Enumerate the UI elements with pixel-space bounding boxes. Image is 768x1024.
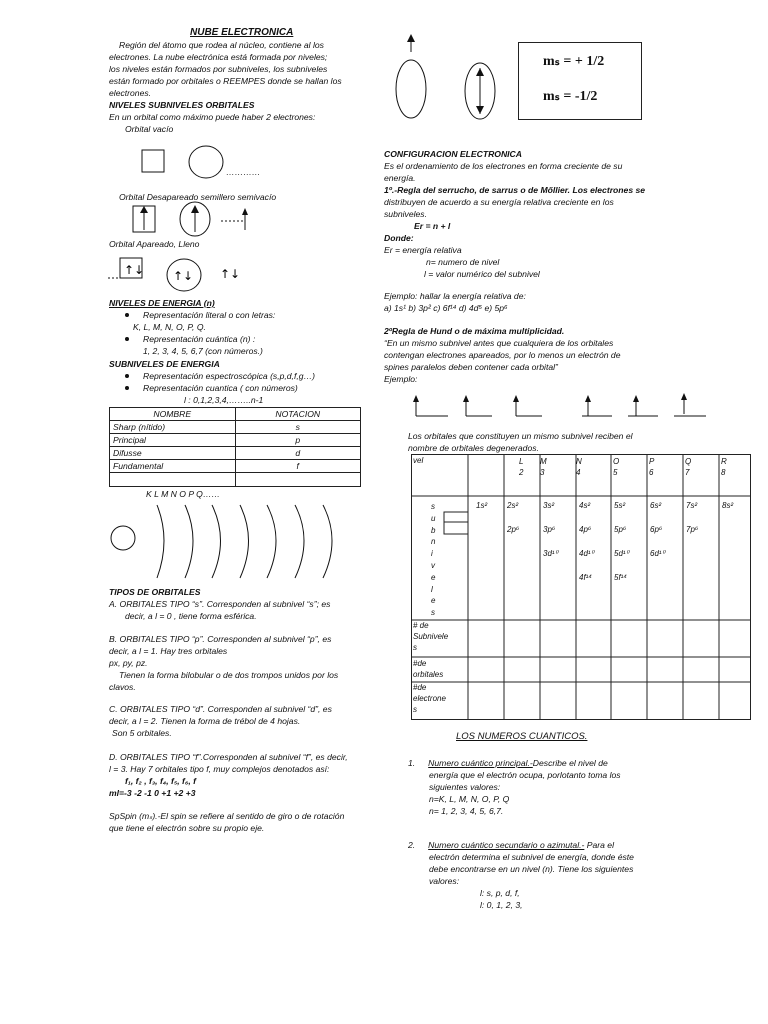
grid-cell: 1s² [476,501,488,510]
grid-cell: 2p⁶ [507,525,520,534]
list-item: K, L, M, N, O, P, Q. [133,322,206,332]
text-line: Describe el nivel de [532,758,608,768]
text-line: subniveles. [384,209,427,219]
grid-cell: 3p⁶ [543,525,556,534]
grid-header-cell: O 5 [613,457,620,477]
text-line: decir, a l = 1. Hay tres orbitales [109,646,228,656]
text-line: decir, a l = 2. Tienen la forma de trébol de 4 hojas. [109,716,301,726]
text-line: A. ORBITALES TIPO “s”. Corresponden al subnivel “s”; es [109,599,331,609]
text-line: f₁, f₂ , f₃, f₄, f₅, f₆, f [125,776,196,786]
grid-lines [411,454,751,720]
list-number: 2. [408,840,416,850]
orbital-apareado-label: Orbital Apareado, Lleno [109,239,200,249]
grid-cell: 8s² [722,501,734,510]
tipos-title: TIPOS DE ORBITALES [109,587,201,597]
subniveles-title: SUBNIVELES DE ENERGIA [109,359,220,369]
ms-box [518,42,642,120]
grid-cell: 3d¹⁰ [543,549,558,558]
grid-cell: 3s² [543,501,555,510]
text-line: distribuyen de acuerdo a su energía relativa creciente en los [384,197,614,207]
text-line: n=K, L, M, N, O, P, Q [429,794,510,804]
section-title-nube: NUBE ELECTRONICA [190,27,294,38]
half-filled-orbital-drawing [125,200,275,240]
grid-side-label: s u b n i v e l e s [431,502,436,618]
table-row [110,447,361,460]
grid-header-cell: P 6 [649,457,655,477]
tipo-p-block [109,633,338,693]
spin-block [109,810,344,834]
dots: ………… [226,167,261,177]
grid-header-cell: Q 7 [685,457,692,477]
intro-line: electrones. [109,88,152,98]
text-line: Es el ordenamiento de los electrones en forma creciente de su [384,161,623,171]
table-cell: p [235,434,361,447]
table-cell: d [235,447,361,460]
orbital-desapareado-label: Orbital Desapareado semillero semivacío [119,192,277,202]
ms-plus: mₛ = + 1/2 [543,54,605,69]
intro-line: los niveles están formados por subniveles, los subniveles [109,64,328,74]
text-line: energía. [384,173,416,183]
bullet-icon [125,386,129,390]
ms-minus: mₛ = -1/2 [543,89,598,104]
table-cell: Principal [110,434,236,447]
text-line: siguientes valores: [429,782,501,792]
text-line: “En un mismo subnivel antes que cualquiera de los orbitales [384,338,614,348]
text-line: Son 5 orbitales. [112,728,172,738]
list-number: 1. [408,758,416,768]
full-orbital-drawing [108,250,258,295]
grid-header-cell: vel [413,456,424,465]
text-line: C. ORBITALES TIPO “d”. Corresponden al subnivel “d”, es [109,704,332,714]
list-item: 1, 2, 3, 4, 5, 6,7 (con números.) [143,346,263,356]
shell-letters: K L M N O P Q…… [146,489,221,499]
table-cell: Sharp (nítido) [110,421,236,434]
grid-cell: 6s² [650,501,662,510]
spin-ellipses [390,32,500,127]
grid-cell: 4s² [579,501,591,510]
grid-row-label: #de orbitales [413,659,444,679]
table-row [110,460,361,473]
empty-circle-icon [189,146,223,178]
table-row [110,473,361,487]
grid-cell: 7s² [686,501,698,510]
grid-header-cell: L 2 [519,457,524,477]
table-cell [235,473,361,487]
niveles-list [109,309,275,357]
text-line: ml=-3 -2 -1 0 +1 +2 +3 [109,788,196,798]
grid-cell: 4d¹⁰ [579,549,594,558]
grid-cell: 5s² [614,501,626,510]
levels-grid [411,454,751,720]
grid-cell: 6d¹⁰ [650,549,665,558]
table-cell: Fundamental [110,460,236,473]
svg-text:↑↓: ↑↓ [124,263,145,277]
svg-text:↑↓: ↑↓ [220,267,241,281]
intro-line: Región del átomo que rodea al núcleo, contiene al los [119,40,324,50]
text-line: nombre de orbitales degenerados. [408,443,539,453]
intro-line: electrones. La nube electrónica está formada por niveles; [109,52,328,62]
text-line: electrón determina el subnivel de energía, donde éste [429,852,634,862]
niveles-title: NIVELES DE ENERGIA (n) [109,298,215,308]
nucleus-icon [111,526,135,550]
qn2-term: Numero cuántico secundario o azimutal.- [428,840,585,850]
table-cell: f [235,460,361,473]
grid-header-cell: M 3 [540,457,547,477]
hund-title: 2ºRegla de Hund o de máxima multiplicidad. [384,326,565,336]
list-item: Representación literal o con letras: [143,310,276,320]
notation-table [109,407,361,487]
tipo-f-block [109,751,348,799]
text-line: Ejemplo: [384,374,418,384]
text-line: l = valor numérico del subnivel [424,269,540,279]
grid-row-label: # de Subnivele s [413,621,449,652]
text-line: valores: [429,876,460,886]
list-item: Representación espectroscópica (s,p,d,f,g…) [143,371,315,381]
table-cell [110,473,236,487]
config-block [384,160,645,314]
subniveles-list [109,370,315,406]
text-line: spines paralelos deben contener cada orbital” [384,362,558,372]
qn2-block [408,839,634,911]
grid-row-label: #de electrone s [413,683,446,714]
shells-diagram [105,500,365,585]
text-line: a) 1s¹ b) 3p² c) 6f¹⁴ d) 4d⁵ e) 5p⁶ [384,303,508,313]
tipo-s-block [109,598,330,622]
grid-cell: 2s² [507,501,519,510]
empty-box-icon [142,150,164,172]
grid-cell: 4p⁶ [579,525,592,534]
grid-cell: 7p⁶ [686,525,699,534]
text-line: l = 3. Hay 7 orbitales tipo f, muy complejos denotados así: [109,764,330,774]
qn-title: LOS NUMEROS CUANTICOS. [456,731,588,742]
orbital-vacio-label: Orbital vacío [125,124,174,134]
config-title: CONFIGURACION ELECTRONICA [384,149,522,159]
header-row: NIVELES SUBNIVELES ORBITALES [109,100,255,110]
table-cell: s [235,421,361,434]
formula: Er = n + l [414,221,451,231]
text-line: Tienen la forma bilobular o de dos trompos unidos por los [119,670,339,680]
text-line: Los orbitales que constituyen un mismo subnivel reciben el [408,431,633,441]
bullet-icon [125,374,129,378]
intro-line: están formado por orbitales o REEMPES donde se hallan los [109,76,342,86]
text-line: que tiene el electrón sobre su propio eje. [109,823,265,833]
text-line: n= numero de nivel [426,257,500,267]
grid-header-cell: R 8 [721,457,727,477]
degenerados-block [408,430,633,454]
grid-cell: 4f¹⁴ [579,573,592,582]
hund-block [384,337,621,385]
text-line: l: s, p, d, f, [480,888,520,898]
text-line: Ejemplo: hallar la energía relativa de: [384,291,526,301]
table-row [110,421,361,434]
text-line: 1º.-Regla del serrucho, de sarrus o de Mőllier. Los electrones se [384,185,646,195]
hund-example-arrows [400,392,720,422]
bullet-icon [125,313,129,317]
tipo-d-block [109,703,332,739]
text-line: SpSpin (mₛ).-El spin se refiere al sentido de giro o de rotación [109,811,345,821]
grid-cell: 5p⁶ [614,525,627,534]
text-line: B. ORBITALES TIPO “p”. Corresponden al subnivel “p”, es [109,634,332,644]
table-header-cell: NOMBRE [110,408,236,421]
empty-orbital-drawing [130,140,270,185]
text-line: n= 1, 2, 3, 4, 5, 6,7. [429,806,504,816]
text-line: clavos. [109,682,136,692]
table-row [110,434,361,447]
svg-text:↑↓: ↑↓ [173,269,194,283]
grid-cell: 5f¹⁴ [614,573,627,582]
qn1-term: Numero cuántico principal.- [428,758,533,768]
grid-cell: 6p⁶ [650,525,663,534]
text-line: contengan electrones apareados, por lo menos un electrón de [384,350,621,360]
bullet-icon [125,337,129,341]
max-electrons-line: En un orbital como máximo puede haber 2 electrones: [109,112,316,122]
text-line: px, py, pz. [109,658,148,668]
list-item: Representación cuántica (n) : [143,334,256,344]
table-header-cell: NOTACION [235,408,361,421]
text-line: debe encontrarse en un nivel (n). Tiene los siguientes [429,864,634,874]
table-cell: Difusse [110,447,236,460]
intro-paragraph [109,39,342,135]
text-line: decir, a l = 0 , tiene forma esférica. [125,611,257,621]
text-line: D. ORBITALES TIPO “f”.Corresponden al subnivel “f”, es decir, [109,752,348,762]
qn1-block [408,757,621,817]
text-line: Er = energía relativa [384,245,462,255]
text-line: energía que el electrón ocupa, porlotanto toma los [429,770,621,780]
text-line: Donde: [384,233,414,243]
list-item: Representación cuantica ( con números) [143,383,298,393]
text-line: l: 0, 1, 2, 3, [480,900,523,910]
grid-header-cell: N 4 [576,457,582,477]
list-item: l : 0,1,2,3,4,……..n-1 [184,395,264,405]
text-line: Para el [584,840,614,850]
table-header-row [110,408,361,421]
grid-cell: 5d¹⁰ [614,549,629,558]
